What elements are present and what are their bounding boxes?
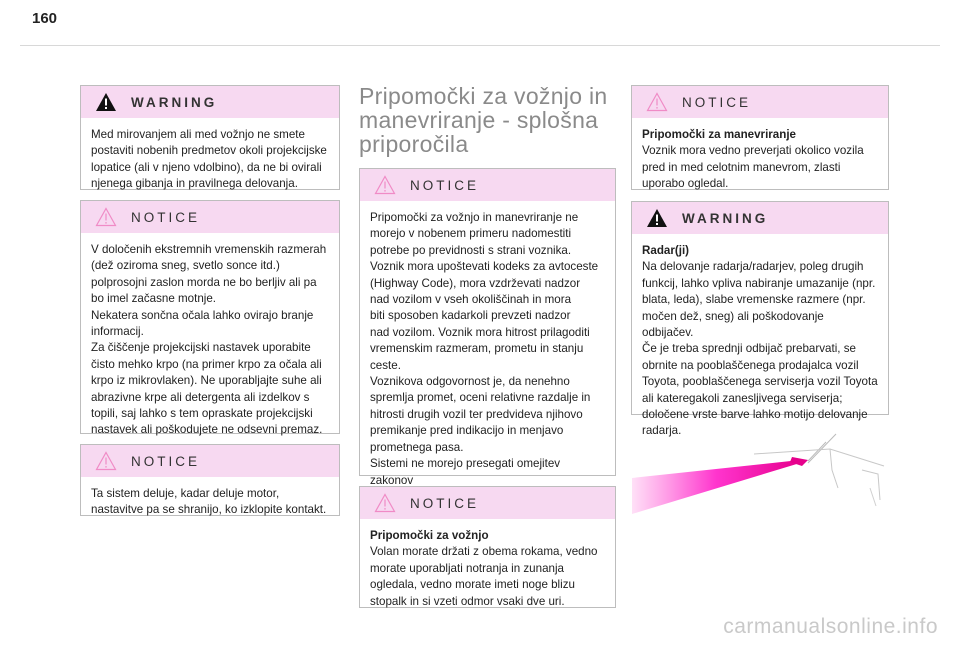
notice-label: NOTICE — [131, 209, 201, 225]
notice-label: NOTICE — [131, 453, 201, 469]
notice-subtitle: Pripomočki za vožnjo — [370, 529, 489, 542]
notice-label: NOTICE — [410, 495, 480, 511]
notice-text: Ta sistem deluje, kadar deluje motor, nastavitve pa se shranijo, ko izklopite kontakt. — [91, 487, 327, 517]
notice-box-driving-aids — [359, 486, 616, 608]
warning-header — [632, 202, 888, 234]
notice-text: Voznik mora vedno preverjati okolico vozila pred in med celotnim manevrom, zlasti uporabo ogledal. — [642, 144, 864, 191]
notice-label: NOTICE — [410, 177, 480, 193]
notice-box-driving-aids-general — [359, 168, 616, 487]
notice-subtitle: Pripomočki za manevriranje — [642, 128, 797, 141]
notice-outline-triangle-icon — [95, 207, 117, 227]
warning-text: Na delovanje radarja/radarjev, poleg drugih funkcij, lahko vpliva nabiranje umazanije (npr. blata, leda), slabe vremenske razmere (npr. močen dež, sneg) ali poškodovanje odbijačev. Če je treba sprednji odbijač prebarvati, se obrnite na pooblaščenega prodajalca vozil Toyota, pooblaščenega serviserja vozil Toyota ali kateregakoli zanesljivega serviserja; določene vrste barve lahko motijo delovanje radarja. — [642, 260, 878, 438]
notice-box-weather-cleaning — [80, 200, 340, 437]
warning-label: WARNING — [682, 210, 769, 226]
page-number: 160 — [32, 10, 58, 27]
notice-header — [81, 201, 339, 233]
windscreen-camera-illustration — [632, 430, 888, 522]
warning-filled-triangle-icon — [95, 92, 117, 112]
notice-outline-triangle-icon — [95, 451, 117, 471]
warning-box-projection-blade — [80, 85, 340, 190]
warning-box-radars — [631, 201, 889, 438]
notice-text: V določenih ekstremnih vremenskih razmerah (dež oziroma sneg, svetlo sonce itd.) polprosojni zaslon morda ne bo berljiv ali pa bo imel začasne motnje. Nekatera sončna očala lahko ovirajo branje informacij. Za čiščenje projekcijski nastavek uporabite čisto mehko krpo (na primer krpo za očala ali krpo iz mikrovlaken). Ne uporabljajte suhe ali abrazivne krpe ali detergenta ali izdelkov s topili, saj lahko s tem opraskate projekcijski nastavek ali poškodujete ne odsevni premaz. — [91, 243, 327, 437]
notice-box-system-operation — [80, 444, 340, 516]
section-title: Pripomočki za vožnjo in manevriranje - splošna priporočila — [359, 83, 608, 157]
notice-header — [360, 487, 615, 519]
notice-header — [360, 169, 615, 201]
notice-outline-triangle-icon — [646, 92, 668, 112]
notice-outline-triangle-icon — [374, 175, 396, 195]
notice-box-manoeuvring-aids — [631, 85, 889, 190]
notice-header — [632, 86, 888, 118]
notice-outline-triangle-icon — [374, 493, 396, 513]
camera-beam — [632, 460, 800, 514]
warning-text: Med mirovanjem ali med vožnjo ne smete postaviti nobenih predmetov okoli projekcijske lopatice (ali v njeno vdolbino), da ne bi ovirali njenega gibanja in pravilnega delovanja. — [91, 128, 327, 191]
warning-header — [81, 86, 339, 118]
warning-filled-triangle-icon — [646, 208, 668, 228]
top-divider — [20, 45, 940, 46]
notice-text: Pripomočki za vožnjo in manevriranje ne morejo v nobenem primeru nadomestiti potrebe po previdnosti s strani voznika. Voznik mora upoštevati kodeks za avtoceste (Highway Code), mora vzdrževati nadzor nad vozilom v vseh okoliščinah in mora biti sposoben kadarkoli prevzeti nadzor nad vozilom. Voznik mora hitrost prilagoditi vremenskim razmeram, prometu in stanju ceste. Voznikova odgovornost je, da nenehno spremlja promet, oceni relativne razdalje in hitrosti drugih vozil ter predvideva njihovo premikanje pred indikacijo in menjavo prometnega pasa. Sistemi ne morejo presegati omejitev zakonov — [370, 211, 599, 487]
notice-text: Volan morate držati z obema rokama, vedno morate uporabljati notranja in zunanja ogledala, vedno morate imeti noge blizu stopalk in si vzeti odmor vsaki dve uri. — [370, 545, 598, 608]
notice-label: NOTICE — [682, 94, 752, 110]
warning-label: WARNING — [131, 94, 218, 110]
warning-subtitle: Radar(ji) — [642, 244, 690, 257]
watermark: carmanualsonline.info — [723, 615, 938, 638]
notice-header — [81, 445, 339, 477]
